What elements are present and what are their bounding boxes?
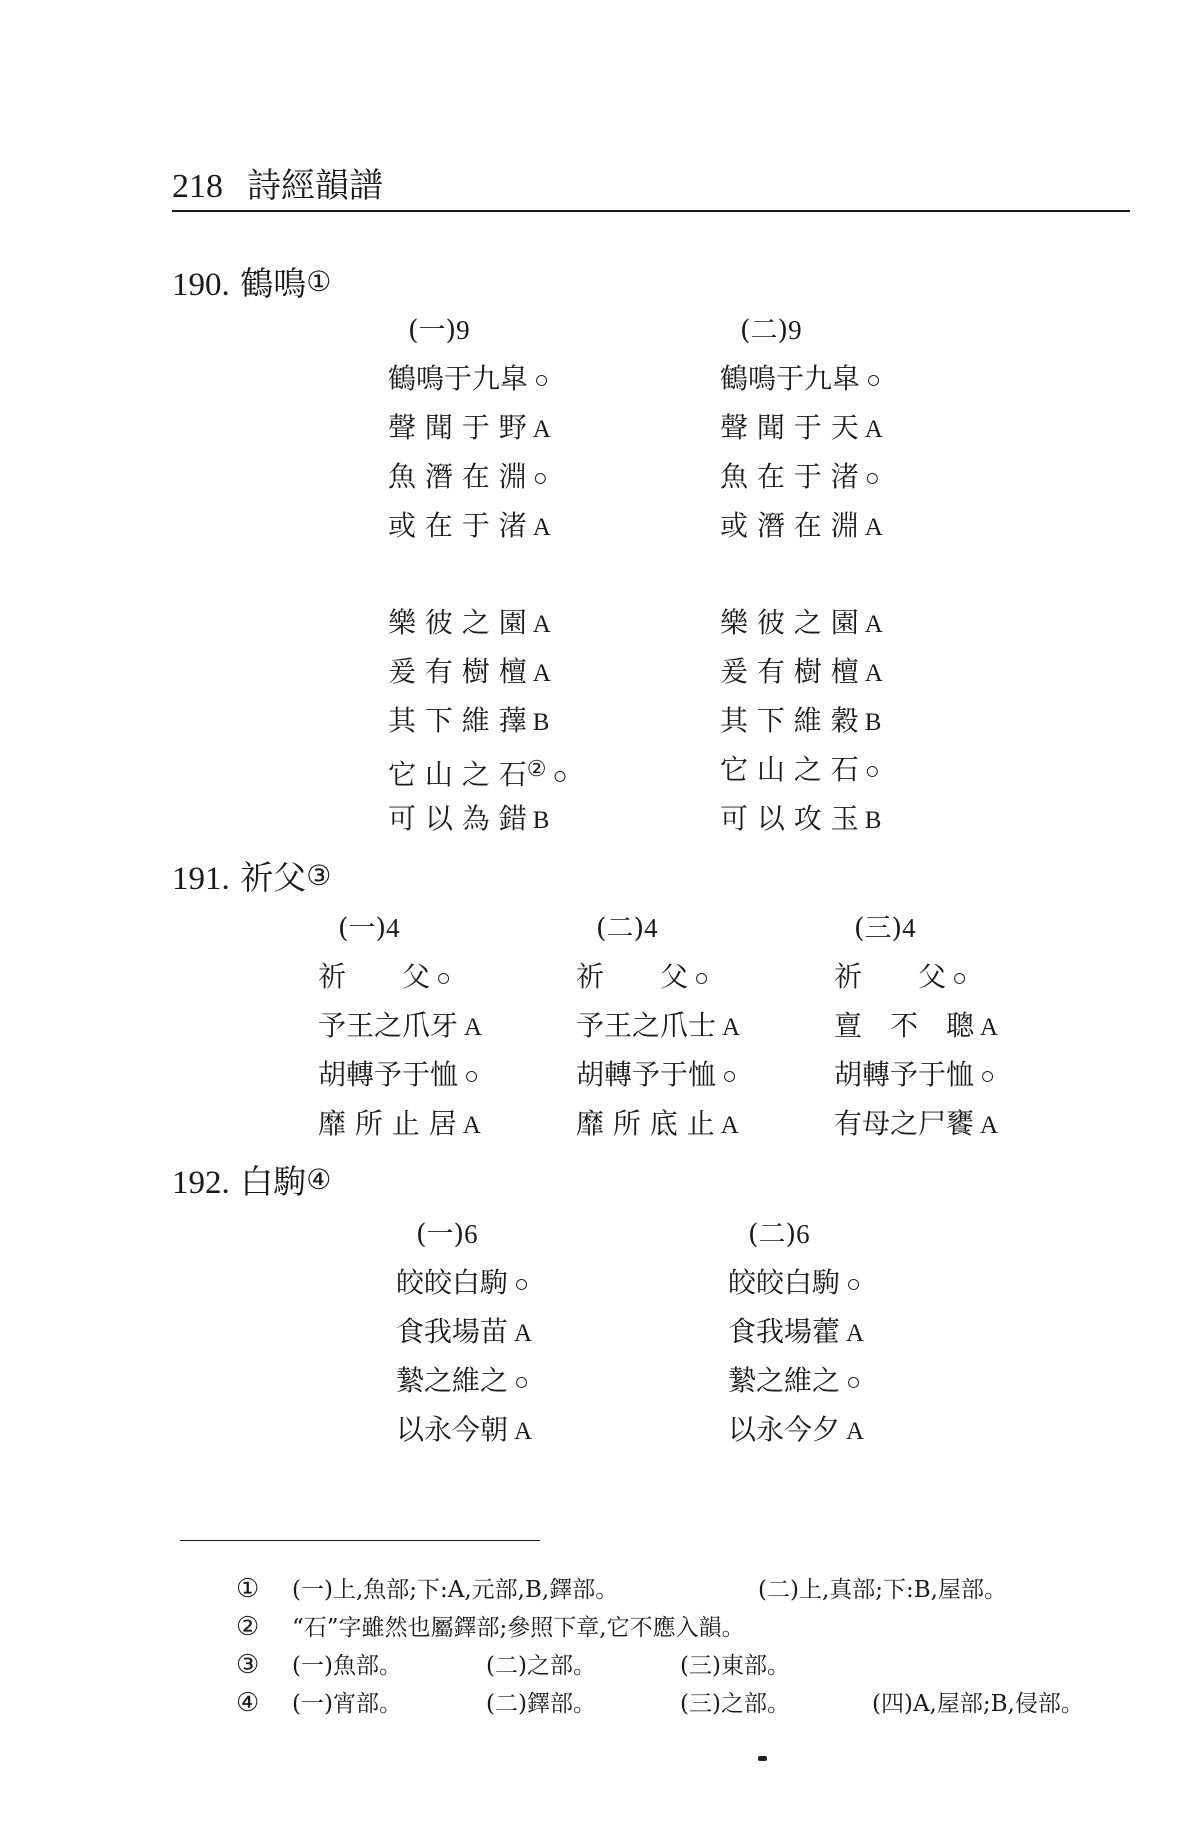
- stanza-190-1: [388, 306, 568, 843]
- footnote-number: ③: [236, 1650, 260, 1680]
- header-rule: [172, 210, 1130, 212]
- poem-line: 縶之維之 ○: [396, 1364, 530, 1397]
- section-number: 192.: [172, 1165, 230, 1201]
- stanza-label: (一)4: [338, 913, 400, 944]
- footnote-number: ②: [236, 1612, 260, 1642]
- stanza-label: (一)9: [408, 315, 470, 346]
- poem-line: 食我場藿 A: [728, 1315, 865, 1348]
- poem-line: 鶴鳴于九皐 ○: [720, 362, 882, 395]
- poem-line: 可 以 攻 玉 B: [720, 802, 882, 835]
- stanza-label: (一)6: [416, 1219, 478, 1250]
- poem-line: 胡轉予于恤 ○: [576, 1058, 738, 1091]
- footnote-2: ② “石”字雖然也屬鐸部;參照下章,它不應入韻。: [236, 1608, 745, 1646]
- poem-line: 或 潛 在 淵 A: [720, 509, 883, 542]
- poem-title: 白駒: [240, 1162, 307, 1201]
- poem-line: 有母之尸饔 A: [834, 1107, 999, 1140]
- stanza-label: (二)6: [748, 1219, 810, 1250]
- poem-line: 其 下 維 蘀 B: [388, 704, 550, 737]
- poem-line: 靡 所 底 止 A: [576, 1107, 739, 1140]
- poem-title: 鶴鳴: [240, 264, 307, 303]
- stanza-191-2: [576, 904, 740, 1148]
- footnote-1: ① (一)上,魚部;下:A,元部,B,鐸部。 (二)上,真部;下:B,屋部。: [236, 1570, 1007, 1608]
- poem-line: 縶之維之 ○: [728, 1364, 862, 1397]
- poem-line: 予王之爪士 A: [576, 1009, 741, 1042]
- stanza-191-1: [318, 904, 482, 1148]
- poem-line: 予王之爪牙 A: [318, 1009, 483, 1042]
- footnote-mark: ②: [526, 757, 547, 782]
- stanza-label: (二)9: [740, 315, 802, 346]
- running-header: [172, 158, 383, 207]
- poem-line: 聲 聞 于 天 A: [720, 411, 883, 444]
- stanza-190-2: [720, 306, 883, 843]
- section-number: 191.: [172, 861, 230, 897]
- footnote-number: ①: [236, 1574, 260, 1604]
- poem-line: 樂 彼 之 園 A: [720, 606, 883, 639]
- poem-line: 祈 父 ○: [834, 960, 968, 993]
- poem-line: 祈 父 ○: [318, 960, 452, 993]
- poem-line: 皎皎白駒 ○: [728, 1266, 862, 1299]
- poem-line: 魚 在 于 渚 ○: [720, 460, 880, 493]
- note-mark: ①: [306, 265, 332, 298]
- poem-line: 胡轉予于恤 ○: [834, 1058, 996, 1091]
- poem-line: 以永今夕 A: [728, 1413, 865, 1446]
- poem-line: 或 在 于 渚 A: [388, 509, 551, 542]
- poem-line: 魚 潛 在 淵 ○: [388, 460, 548, 493]
- footnote-rule: [180, 1540, 540, 1541]
- poem-line: 以永今朝 A: [396, 1413, 533, 1446]
- poem-line: 亶 不 聰 A: [834, 1009, 999, 1042]
- section-title-192: [172, 1156, 331, 1203]
- poem-line: 靡 所 止 居 A: [318, 1107, 481, 1140]
- poem-line: 它 山 之 石 ○: [720, 753, 880, 786]
- poem-line: 聲 聞 于 野 A: [388, 411, 551, 444]
- stanza-191-3: [834, 904, 998, 1148]
- poem-line: 它 山 之 石② ○: [388, 757, 568, 791]
- poem-line: 爰 有 樹 檀 A: [720, 655, 883, 688]
- poem-line: 可 以 為 錯 B: [388, 802, 550, 835]
- section-number: 190.: [172, 267, 230, 303]
- footnote-4: ④ (一)宵部。 (二)鐸部。 (三)之部。 (四)A,屋部;B,侵部。: [236, 1684, 1084, 1722]
- note-mark: ④: [306, 1163, 332, 1196]
- note-mark: ③: [306, 859, 332, 892]
- poem-line: 皎皎白駒 ○: [396, 1266, 530, 1299]
- poem-line: 胡轉予于恤 ○: [318, 1058, 480, 1091]
- poem-line: 樂 彼 之 園 A: [388, 606, 551, 639]
- section-title-190: [172, 258, 331, 305]
- poem-line: 祈 父 ○: [576, 960, 710, 993]
- footnote-3: ③ (一)魚部。 (二)之部。 (三)東部。: [236, 1646, 790, 1684]
- footnote-number: ④: [236, 1688, 260, 1718]
- poem-line: 爰 有 樹 檀 A: [388, 655, 551, 688]
- ink-speck: [758, 1756, 767, 1761]
- poem-line: 鶴鳴于九皐 ○: [388, 362, 550, 395]
- poem-line: 食我場苗 A: [396, 1315, 533, 1348]
- stanza-label: (三)4: [854, 913, 916, 944]
- book-title: 詩經韻譜: [247, 166, 383, 206]
- poem-title: 祈父: [240, 858, 307, 897]
- stanza-label: (二)4: [596, 913, 658, 944]
- page-number: 218: [172, 168, 223, 205]
- stanza-192-1: [396, 1210, 532, 1454]
- poem-line: 其 下 維 穀 B: [720, 704, 882, 737]
- section-title-191: [172, 852, 331, 899]
- stanza-192-2: [728, 1210, 864, 1454]
